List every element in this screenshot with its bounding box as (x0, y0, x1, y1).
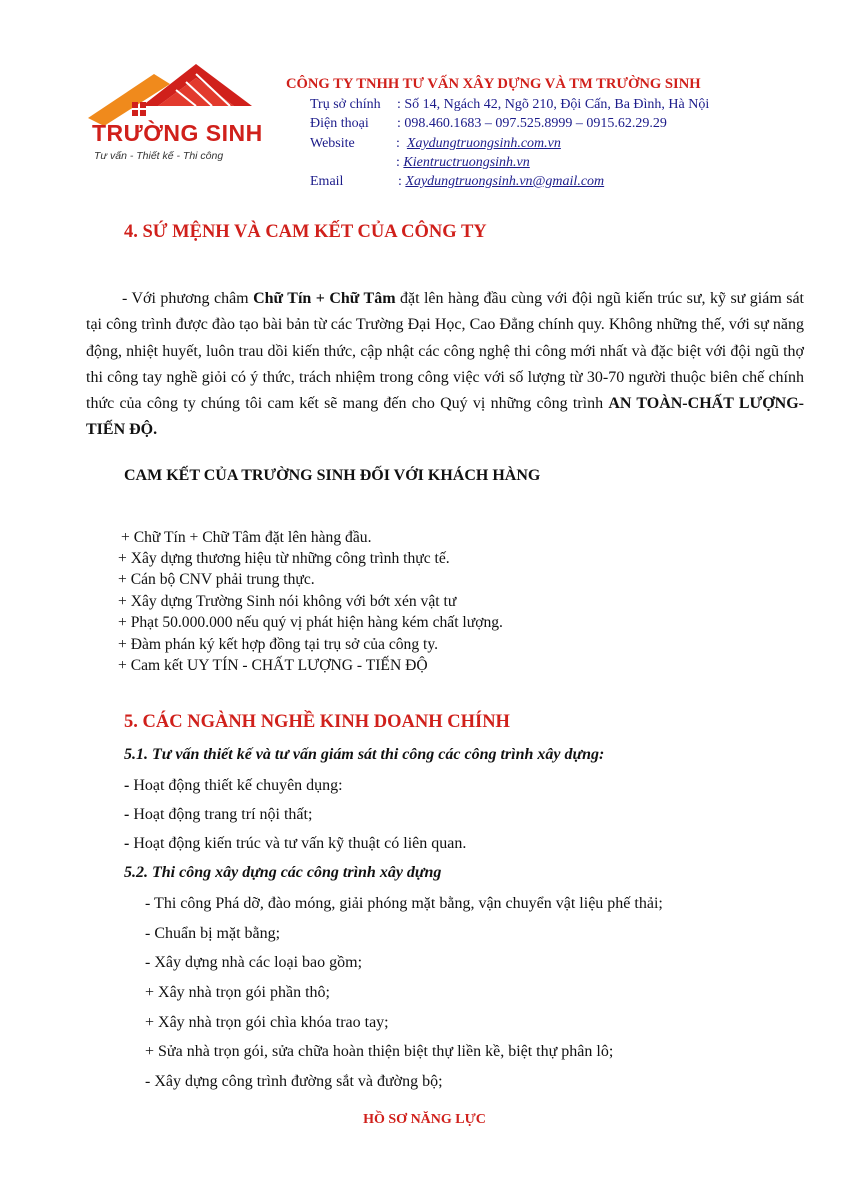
sub2-item: - Xây dựng nhà các loại bao gồm; (145, 954, 363, 971)
section5-1-heading: 5.1. Tư vấn thiết kế và tư vấn giám sát thi công các công trình xây dựng: (124, 746, 605, 763)
phone-label: Điện thoại (310, 116, 369, 131)
sub2-item: + Xây nhà trọn gói chìa khóa trao tay; (145, 1014, 389, 1031)
commitment-item: + Chữ Tín + Chữ Tâm đặt lên hàng đầu. (121, 529, 372, 546)
commitment-heading: CAM KẾT CỦA TRƯỜNG SINH ĐỐI VỚI KHÁCH HÀNG (124, 467, 541, 484)
address-value: : Số 14, Ngách 42, Ngõ 210, Đội Cấn, Ba Đình, Hà Nội (397, 97, 710, 112)
section5-2-heading: 5.2. Thi công xây dựng các công trình xây dựng (124, 864, 442, 881)
sub2-item: - Xây dựng công trình đường sắt và đường bộ; (145, 1073, 443, 1090)
sub2-item: - Thi công Phá dỡ, đào móng, giải phóng mặt bằng, vận chuyển vật liệu phế thải; (145, 895, 663, 912)
commitment-item: + Đàm phán ký kết hợp đồng tại trụ sở của công ty. (118, 636, 439, 653)
footer-title: HỒ SƠ NĂNG LỰC (363, 1112, 486, 1127)
website-link-1[interactable]: Xaydungtruongsinh.com.vn (406, 136, 561, 151)
address-row (310, 97, 709, 113)
website-row-2: : Kientructruongsinh.vn (396, 155, 530, 170)
commitment-item: + Xây dựng thương hiệu từ những công trình thực tế. (118, 550, 450, 567)
commitment-item: + Xây dựng Trường Sinh nói không với bớt xén vật tư (118, 593, 457, 610)
mission-paragraph (86, 286, 804, 444)
website-row-1: Website : Xaydungtruongsinh.com.vn (310, 136, 561, 151)
logo-tagline: Tư vấn - Thiết kế - Thi công (94, 150, 224, 162)
para-bold-commit: AN TOÀN-CHẤT LƯỢNG-TIẾN ĐỘ. (86, 395, 804, 439)
section5-heading: 5. CÁC NGÀNH NGHỀ KINH DOANH CHÍNH (124, 712, 510, 732)
address-label: Trụ sở chính (310, 97, 381, 112)
sub2-item: - Chuẩn bị mặt bằng; (145, 925, 281, 942)
phone-value: : 098.460.1683 – 097.525.8999 – 0915.62.29.29 (397, 116, 667, 131)
email-label: Email (310, 174, 344, 189)
website-link-2[interactable]: Kientructruongsinh.vn (403, 155, 530, 170)
company-name: CÔNG TY TNHH TƯ VẤN XÂY DỰNG VÀ TM TRƯỜNG SINH (286, 76, 701, 92)
commitment-item: + Phạt 50.000.000 nếu quý vị phát hiện hàng kém chất lượng. (118, 614, 503, 631)
phone-row (310, 116, 667, 132)
para-bold-motto: Chữ Tín + Chữ Tâm (253, 290, 396, 307)
sub1-item: - Hoạt động kiến trúc và tư vấn kỹ thuật có liên quan. (124, 835, 467, 852)
logo-name: TRƯỜNG SINH (92, 120, 263, 146)
sub2-item: + Sửa nhà trọn gói, sửa chữa hoàn thiện biệt thự liền kề, biệt thự phân lô; (145, 1043, 614, 1060)
para-mid: đặt lên hàng đầu cùng với đội ngũ kiến trúc sư, kỹ sư giám sát tại công trình được đào tạo bài bản từ các Trường Đại Học, Cao Đẳng chính quy. Không những thế, với sự năng động, nhiệt huyết, luôn trau dồi kiến thức, cập nhật các công nghệ thi công mới nhất và đặc biệt với đội ngũ thợ thi công tay nghề giỏi có ý thức, trách nhiệm trong công việc với số lượng từ 30-70 người thuộc biên chế chính thức của công ty chúng tôi cam kết sẽ mang đến cho Quý vị những công trình (86, 290, 805, 413)
commitment-item: + Cán bộ CNV phải trung thực. (118, 571, 315, 588)
email-row: Email : Xaydungtruongsinh.vn@gmail.com (310, 174, 605, 189)
section4-heading: 4. SỨ MỆNH VÀ CAM KẾT CỦA CÔNG TY (124, 222, 487, 242)
email-link[interactable]: Xaydungtruongsinh.vn@gmail.com (405, 174, 605, 189)
sub1-item: - Hoạt động trang trí nội thất; (124, 806, 313, 823)
sub2-item: + Xây nhà trọn gói phần thô; (145, 984, 330, 1001)
sub1-item: - Hoạt động thiết kế chuyên dụng: (124, 777, 343, 794)
para-start: - Với phương châm (122, 290, 254, 307)
website-label: Website (310, 136, 355, 151)
commitment-item: + Cam kết UY TÍN - CHẤT LƯỢNG - TIẾN ĐỘ (118, 657, 428, 674)
